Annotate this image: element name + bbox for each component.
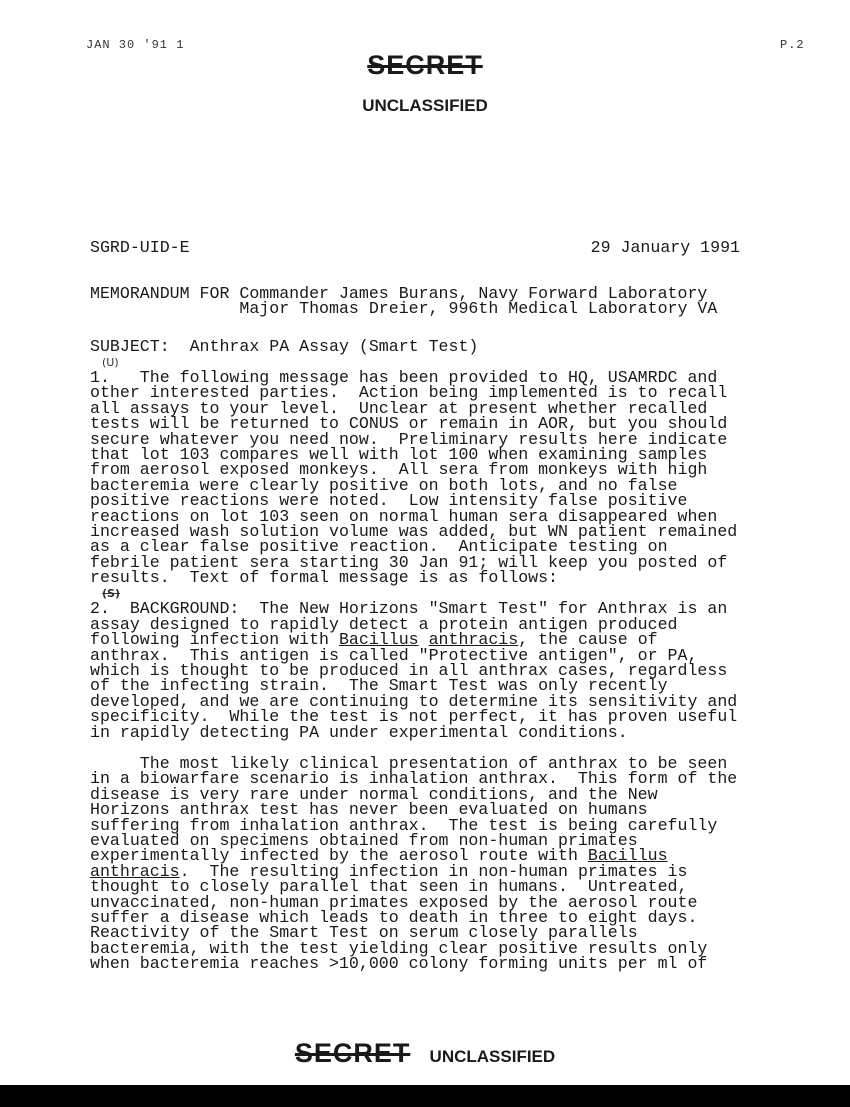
fax-page-number: P.2 [780,38,805,52]
classification-bottom: UNCLASSIFIED [429,1047,556,1066]
paragraph-line: specificity. While the test is not perfect, it has proven useful [90,707,738,727]
paragraph-line: febrile patient sera starting 30 Jan 91; will keep you posted of [90,552,728,572]
paragraph-line: experimentally infected by the aerosol route with Bacillus [90,846,668,866]
paragraph-line: bacteremia, with the test yielding clear positive results only [90,938,708,958]
paragraph-line: of the infecting strain. The Smart Test was only recently [90,676,668,696]
paragraph-line: that lot 103 compares well with lot 100 when examining samples [90,444,708,464]
subject-line: SUBJECT: Anthrax PA Assay (Smart Test) [90,337,479,356]
underlined-taxon: anthracis [428,630,519,650]
paragraph-line: bacteremia were clearly positive on both lots, and no false [90,475,678,495]
paragraph-2 [90,587,738,742]
struck-classification-top: SECRET [367,50,483,80]
paragraph-line: in rapidly detecting PA under experimental conditions. [90,722,628,742]
paragraph-line: suffering from inhalation anthrax. The test is being carefully [90,815,718,835]
underlined-taxon: Bacillus [338,630,419,650]
paragraph-line: results. Text of formal message is as follows: [90,568,559,588]
paragraph-line: as a clear false positive reaction. Anticipate testing on [90,537,668,557]
classification-footer [0,1037,850,1074]
underlined-taxon: anthracis [90,861,180,881]
paragraph-line: in a biowarfare scenario is inhalation anthrax. This form of the [90,769,738,789]
paragraph-line: anthrax. This antigen is called "Protective antigen", or PA, [90,645,698,665]
paragraph-line: disease is very rare under normal conditions, and the New [90,784,658,804]
paragraph-line: increased wash solution volume was added, but WN patient remained [90,521,738,541]
paragraph-line: which is thought to be produced in all anthrax cases, regardless [90,661,728,681]
scan-edge-bar [0,1085,850,1107]
paragraph-3 [90,753,738,974]
paragraph-line: other interested parties. Action being implemented is to recall [90,383,728,403]
handwritten-marking-s: (S) [102,587,120,601]
memo-addressees [90,286,717,317]
paragraph-line: assay designed to rapidly detect a protein antigen produced [90,614,678,634]
paragraph-line: The most likely clinical presentation of anthrax to be seen [90,753,728,773]
paragraph-line: reactions on lot 103 seen on normal human sera disappeared when [90,506,718,526]
paragraph-line: secure whatever you need now. Preliminary results here indicate [90,429,728,449]
underlined-taxon: Bacillus [587,846,668,866]
paragraph-line: 2. BACKGROUND: The New Horizons "Smart Test" for Anthrax is an [90,599,728,619]
paragraph-line: when bacteremia reaches >10,000 colony forming units per ml of [90,954,708,974]
paragraph-line: thought to closely parallel that seen in humans. Untreated, [90,877,688,897]
memo-for-line: Major Thomas Dreier, 996th Medical Laboratory VA [90,299,718,319]
paragraph-line: following infection with Bacillus anthracis, the cause of [90,630,658,650]
paragraph-line: unvaccinated, non-human primates exposed by the aerosol route [90,892,698,912]
paragraph-line: positive reactions were noted. Low intensity false positive [90,491,688,511]
memo-date: 29 January 1991 [590,238,740,257]
paragraph-line: anthracis. The resulting infection in non-human primates is [90,861,688,881]
paragraph-line: 1. The following message has been provided to HQ, USAMRDC and [90,368,718,387]
classification-top: UNCLASSIFIED [362,96,488,115]
memo-for-line: MEMORANDUM FOR Commander James Burans, Navy Forward Laboratory [90,284,708,303]
paragraph-line: Reactivity of the Smart Test on serum closely parallels [90,923,638,943]
handwritten-marking-u: (U) [102,356,119,369]
paragraph-line: Horizons anthrax test has never been evaluated on humans [90,800,648,820]
paragraph-1 [90,356,738,588]
paragraph-line: developed, and we are continuing to determine its sensitivity and [90,691,738,711]
fax-date-header: JAN 30 '91 1 [86,38,185,52]
paragraph-line: from aerosol exposed monkeys. All sera from monkeys with high [90,460,708,480]
memo-body [90,356,738,974]
office-symbol: SGRD-UID-E [90,238,190,257]
paragraph-line: evaluated on specimens obtained from non-human primates [90,830,638,850]
paragraph-line: suffer a disease which leads to death in three to eight days. [90,907,698,927]
paragraph-line: tests will be returned to CONUS or remain in AOR, but you should [90,414,728,434]
paragraph-line: all assays to your level. Unclear at present whether recalled [90,398,708,418]
struck-classification-bottom: SECRET [294,1038,411,1068]
